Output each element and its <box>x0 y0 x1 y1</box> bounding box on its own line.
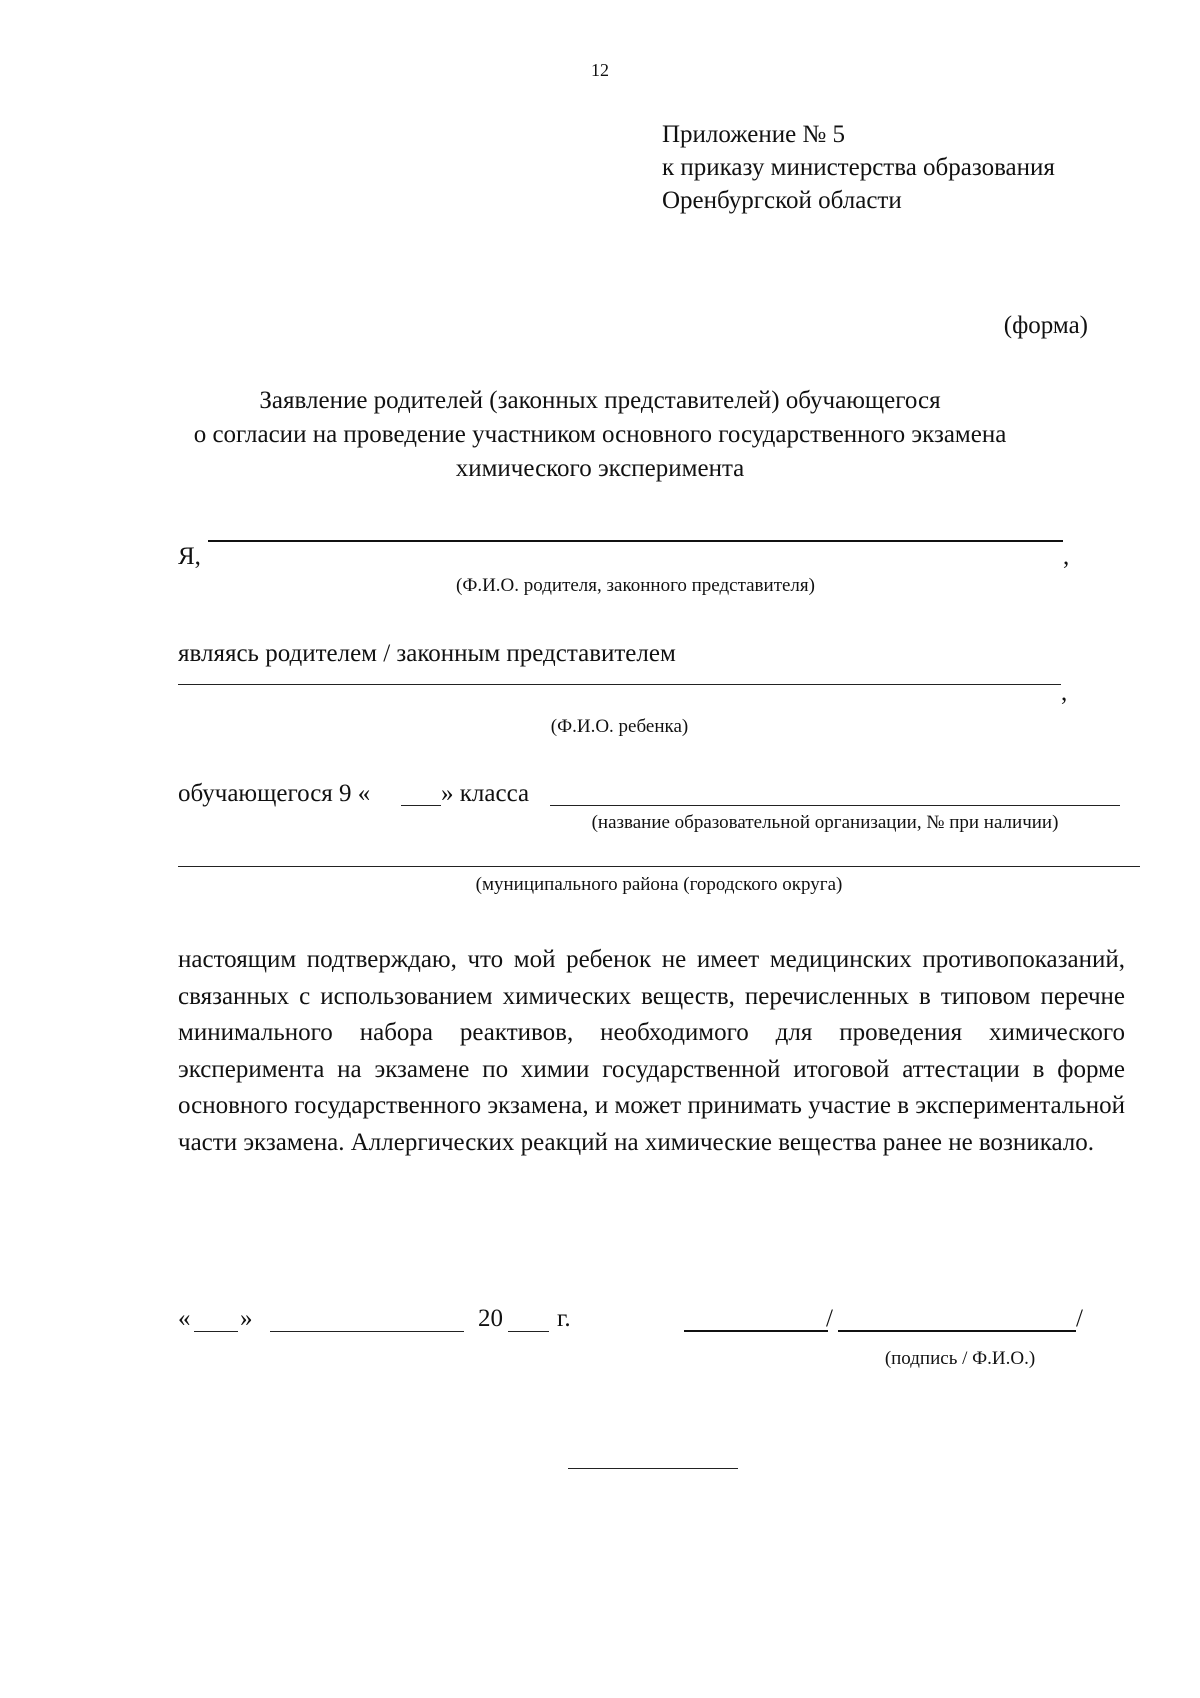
form-label: (форма) <box>1003 312 1088 339</box>
parent-caption: (Ф.И.О. родителя, законного представителя) <box>456 575 815 596</box>
child-name-field[interactable] <box>178 684 1061 685</box>
page-number: 12 <box>591 60 609 80</box>
district-caption: (муниципального района (городского округа) <box>475 874 843 895</box>
title-line-1: Заявление родителей (законных представителей) обучающегося <box>259 387 941 414</box>
class-suffix: » класса <box>441 780 530 807</box>
date-close-quote: » <box>240 1305 253 1332</box>
title-line-2: о согласии на проведение участником основного государственного экзамена <box>193 421 1007 448</box>
signature-slash-1: / <box>826 1305 833 1332</box>
closing-separator-line <box>568 1468 738 1469</box>
date-year-suffix: г. <box>557 1305 571 1332</box>
parent-name-field[interactable] <box>208 540 1063 542</box>
class-letter-field[interactable] <box>401 805 441 806</box>
appendix-header <box>662 118 1055 217</box>
class-prefix: обучающегося 9 « <box>178 780 371 807</box>
signature-field[interactable] <box>684 1330 828 1332</box>
consent-body-text: настоящим подтверждаю, что мой ребенок не имеет медицинских противопоказаний, связанных с использованием химических веществ, перечисленных в типовом перечне минимального набора реактивов, необходимого для проведения химического эксперимента на экзамене по химии государственной итоговой аттестации в форме основного государственного экзамена, и может принимать участие в экспериментальной части экзамена. Аллергических реакций на химические вещества ранее не возникало. <box>178 946 1125 1156</box>
date-year-prefix: 20 <box>478 1305 503 1332</box>
date-year-field[interactable] <box>508 1331 549 1332</box>
parent-comma: , <box>1063 543 1070 570</box>
appendix-line-1: Приложение № 5 <box>662 121 846 148</box>
appendix-line-3: Оренбургской области <box>662 187 902 214</box>
org-caption: (название образовательной организации, № при наличии) <box>591 812 1059 833</box>
district-field[interactable] <box>178 866 1140 867</box>
document-title <box>0 384 1200 486</box>
date-open-quote: « <box>178 1305 191 1332</box>
date-day-field[interactable] <box>194 1331 238 1332</box>
child-caption: (Ф.И.О. ребенка) <box>550 716 689 737</box>
child-comma: , <box>1061 679 1068 706</box>
signature-caption: (подпись / Ф.И.О.) <box>884 1348 1036 1369</box>
school-name-field[interactable] <box>550 805 1120 806</box>
date-month-field[interactable] <box>270 1331 464 1332</box>
appendix-line-2: к приказу министерства образования <box>662 154 1055 181</box>
signature-slash-2: / <box>1076 1305 1083 1332</box>
being-parent-text: являясь родителем / законным представителем <box>178 640 676 667</box>
signer-name-field[interactable] <box>838 1330 1076 1332</box>
title-line-3: химического эксперимента <box>455 455 745 482</box>
parent-prefix: Я, <box>178 543 201 570</box>
